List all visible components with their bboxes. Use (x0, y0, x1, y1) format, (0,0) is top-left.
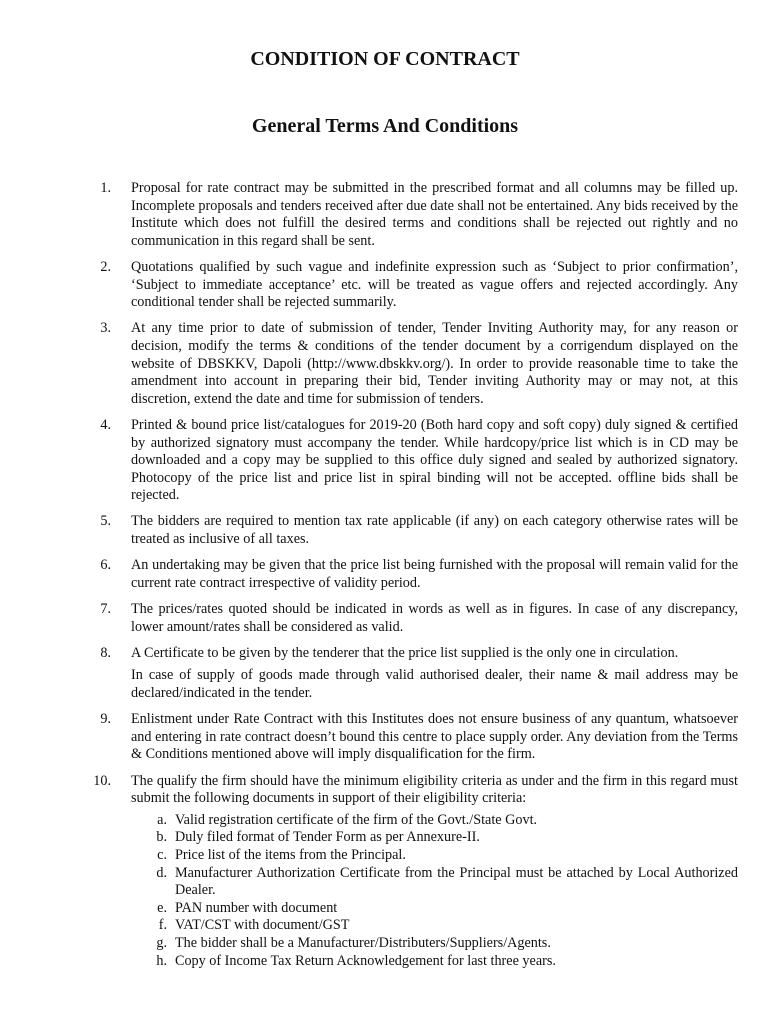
term-paragraph: An undertaking may be given that the price list being furnished with the proposal will remain valid for the current rate contract irrespective of validity period. (131, 557, 738, 591)
term-body (131, 557, 738, 592)
terms-list (88, 180, 738, 979)
term-body (131, 259, 738, 312)
sub-item-text: Duly filed format of Tender Form as per Annexure-II. (175, 829, 480, 846)
term-paragraph: Proposal for rate contract may be submitted in the prescribed format and all columns may be filled up. Incomplete proposals and tenders received after due date shall not be entertained. Any bids received by the Institute which does not fulfill the desired terms and conditions shall be rejected out rightly and no communication in this regard shall be sent. (131, 180, 738, 249)
term-item (88, 320, 738, 408)
term-number: 1. (100, 180, 111, 196)
sub-item-letter: a. (157, 811, 167, 828)
term-paragraph: Printed & bound price list/catalogues for 2019-20 (Both hard copy and soft copy) duly signed & certified by authorized signatory must accompany the tender. While hardcopy/price list which is in CD may be downloaded and a copy may be supplied to this office duly signed and sealed by authorized signatory. Photocopy of the price list and price list in spiral binding will not be accepted. offline bids shall be rejected. (131, 416, 738, 504)
term-item (88, 557, 738, 592)
term-body (131, 320, 738, 408)
term-paragraph: In case of supply of goods made through valid authorised dealer, their name & mail address may be declared/indicated in the tender. (131, 667, 738, 701)
sub-item-letter: d. (156, 864, 167, 881)
term-body (131, 180, 738, 250)
term-number: 10. (93, 772, 111, 789)
term-number: 5. (100, 513, 111, 530)
term-number: 7. (100, 601, 111, 618)
term-number: 3. (100, 320, 111, 337)
term-number: 9. (100, 711, 111, 728)
term-item (88, 180, 738, 250)
term-body (131, 645, 738, 703)
term-number: 4. (100, 416, 111, 433)
sub-item-letter: f. (158, 917, 167, 934)
eligibility-document-item (131, 829, 738, 847)
term-body (131, 773, 738, 971)
eligibility-document-item (131, 935, 738, 953)
term-body (131, 417, 738, 505)
sub-item-letter: e. (157, 899, 167, 916)
term-item (88, 645, 738, 703)
term-body (131, 601, 738, 636)
sub-item-text: Price list of the items from the Principal. (175, 846, 406, 863)
eligibility-document-item (131, 847, 738, 865)
sub-item-letter: c. (157, 846, 167, 863)
term-paragraph: At any time prior to date of submission of tender, Tender Inviting Authority may, for any reason or decision, modify the terms & conditions of the tender document by a corrigendum displayed on the website of DBSKKV, Dapoli (http://www.dbskkv.org/). In order to provide reasonable time to take the amendment into account in preparing their bid, Tender inviting Authority may or may not, at this discretion, extend the date and time for submission of tenders. (131, 320, 738, 407)
term-item (88, 417, 738, 505)
term-paragraph: Enlistment under Rate Contract with this Institutes does not ensure business of any quantum, whatsoever and entering in rate contract doesn’t bound this centre to place supply order. Any deviation from the Terms & Conditions mentioned above will imply disqualification for the firm. (131, 711, 738, 763)
sub-item-text: Manufacturer Authorization Certificate from the Principal must be attached by Local Authorized Dealer. (175, 864, 738, 899)
term-paragraph: A Certificate to be given by the tenderer that the price list supplied is the only one in circulation. (131, 644, 679, 661)
term-paragraph: The bidders are required to mention tax rate applicable (if any) on each category otherwise rates will be treated as inclusive of all taxes. (131, 513, 738, 548)
term-item (88, 259, 738, 312)
sub-item-text: The bidder shall be a Manufacturer/Distributers/Suppliers/Agents. (175, 934, 551, 951)
document-subtitle: General Terms And Conditions (251, 115, 519, 137)
term-body (131, 711, 738, 764)
document-title: CONDITION OF CONTRACT (250, 48, 520, 70)
term-body (131, 513, 738, 548)
sub-item-text: PAN number with document (175, 899, 338, 916)
sub-item-text: Copy of Income Tax Return Acknowledgement for last three years. (175, 952, 556, 969)
eligibility-document-item (131, 917, 738, 935)
sub-item-letter: g. (156, 934, 167, 951)
term-paragraph: The qualify the firm should have the minimum eligibility criteria as under and the firm in this regard must submit the following documents in support of their eligibility criteria: (131, 772, 738, 807)
term-item (88, 601, 738, 636)
term-paragraph: Quotations qualified by such vague and indefinite expression such as ‘Subject to prior confirmation’, ‘Subject to immediate acceptance’ etc. will be treated as vague offers and rejected accordingly. Any conditional tender shall be rejected summarily. (131, 258, 738, 311)
term-number: 2. (100, 258, 111, 275)
term-paragraph: The prices/rates quoted should be indicated in words as well as in figures. In case of any discrepancy, lower amount/rates shall be considered as valid. (131, 601, 738, 635)
term-item (88, 773, 738, 971)
term-number: 6. (100, 557, 111, 574)
sub-item-text: VAT/CST with document/GST (175, 917, 350, 934)
sub-item-text: Valid registration certificate of the firm of the Govt./State Govt. (175, 811, 538, 828)
eligibility-document-item (131, 812, 738, 830)
eligibility-document-item (131, 953, 738, 971)
sub-item-letter: b. (156, 829, 167, 846)
term-item (88, 513, 738, 548)
eligibility-documents-list (131, 812, 738, 970)
eligibility-document-item (131, 900, 738, 918)
sub-item-letter: h. (156, 952, 167, 969)
term-number: 8. (100, 644, 111, 661)
eligibility-document-item (131, 865, 738, 900)
term-item (88, 711, 738, 764)
